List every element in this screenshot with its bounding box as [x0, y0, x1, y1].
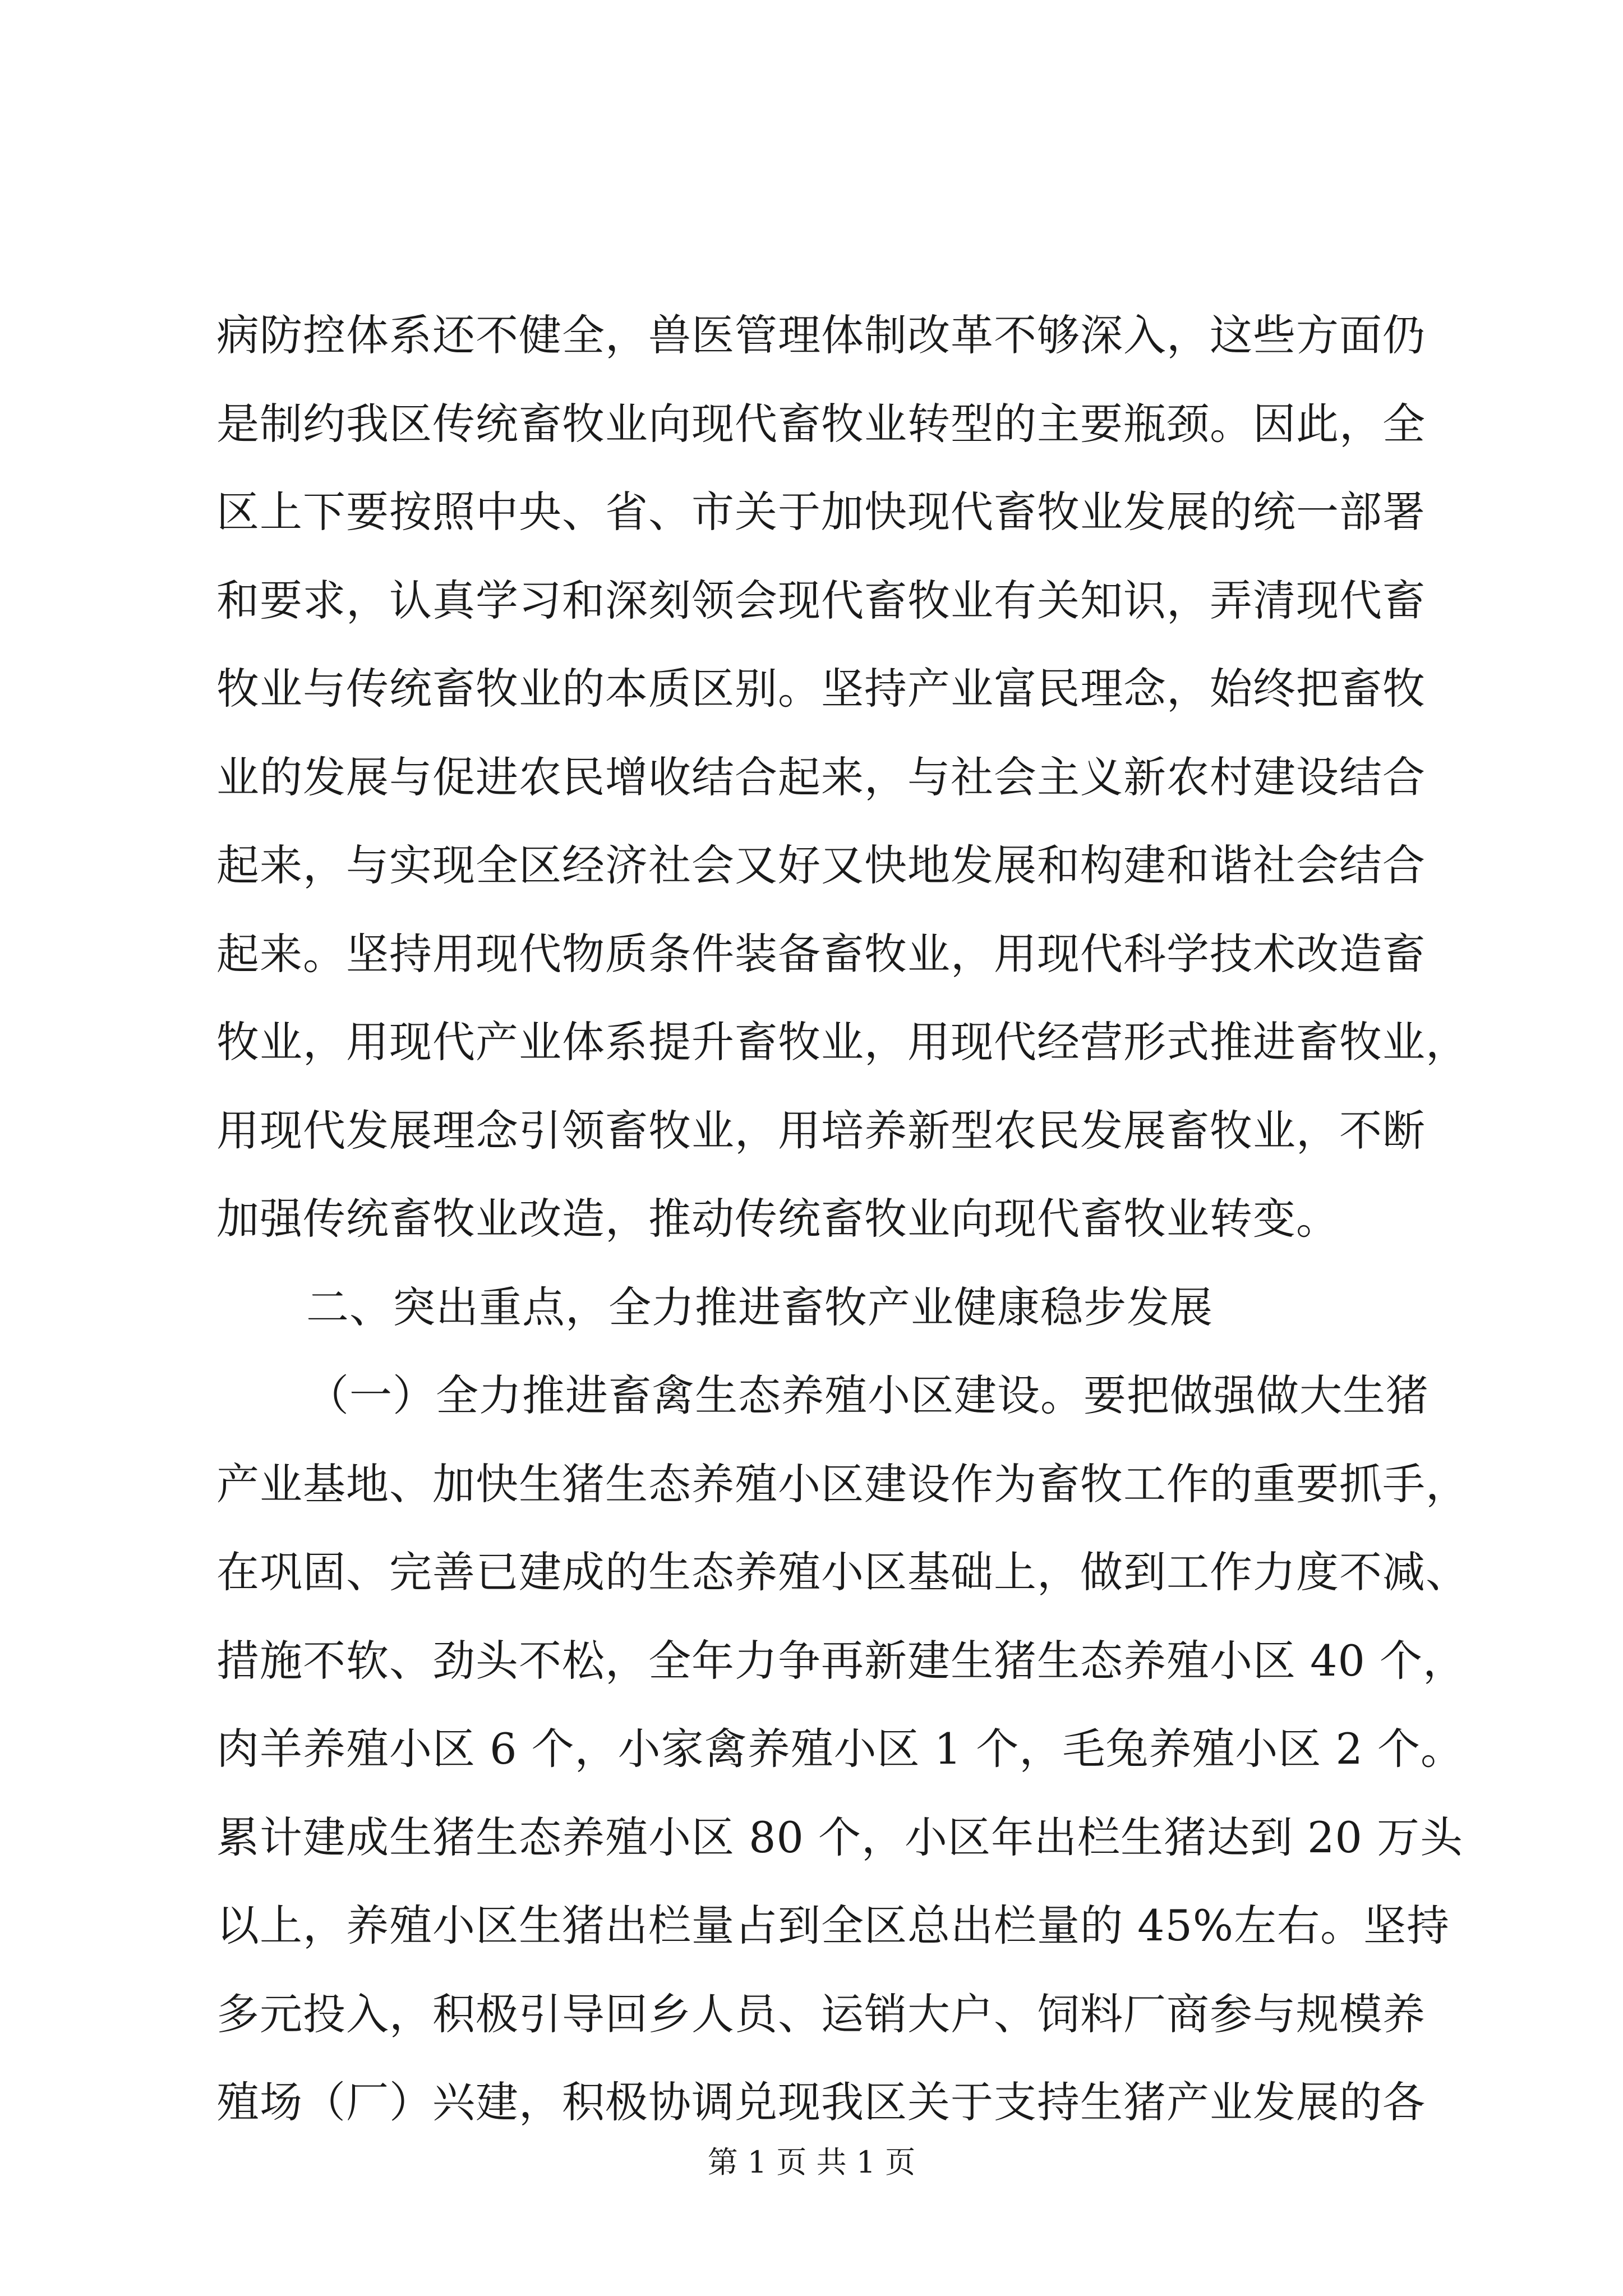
text-line: 以上，养殖小区生猪出栏量占到全区总出栏量的 45%左右。坚持 [216, 1901, 1450, 1950]
text-line: 起来，与实现全区经济社会又好又快地发展和构建和谐社会结合 [216, 840, 1426, 890]
text-line: 用现代发展理念引领畜牧业，用培养新型农民发展畜牧业，不断 [216, 1106, 1426, 1156]
section-heading: 二、突出重点，全力推进畜牧产业健康稳步发展 [306, 1282, 1213, 1332]
page-number-label: 第 1 页 共 1 页 [707, 2145, 916, 2180]
text-line: 牧业与传统畜牧业的本质区别。坚持产业富民理念，始终把畜牧 [216, 664, 1426, 714]
text-line: 在巩固、完善已建成的生态养殖小区基础上，做到工作力度不减、 [216, 1547, 1469, 1597]
text-line: 措施不软、劲头不松，全年力争再新建生猪生态养殖小区 40 个， [216, 1636, 1467, 1686]
text-line: 肉羊养殖小区 6 个，小家禽养殖小区 1 个，毛兔养殖小区 2 个。 [216, 1724, 1464, 1774]
text-line: 病防控体系还不健全，兽医管理体制改革不够深入，这些方面仍 [216, 310, 1426, 360]
text-line: 起来。坚持用现代物质条件装备畜牧业，用现代科学技术改造畜 [216, 929, 1426, 979]
text-line: 和要求，认真学习和深刻领会现代畜牧业有关知识，弄清现代畜 [216, 576, 1426, 625]
text-line: 牧业，用现代产业体系提升畜牧业，用现代经营形式推进畜牧业， [216, 1017, 1469, 1067]
subsection-heading-line: （一）全力推进畜禽生态养殖小区建设。要把做强做大生猪 [306, 1370, 1429, 1420]
text-line: 业的发展与促进农民增收结合起来，与社会主义新农村建设结合 [216, 752, 1426, 802]
text-line: 殖场（厂）兴建，积极协调兑现我区关于支持生猪产业发展的各 [216, 2077, 1426, 2127]
text-line: 多元投入，积极引导回乡人员、运销大户、饲料厂商参与规模养 [216, 1989, 1426, 2039]
text-line: 产业基地、加快生猪生态养殖小区建设作为畜牧工作的重要抓手， [216, 1459, 1469, 1509]
text-line: 加强传统畜牧业改造，推动传统畜牧业向现代畜牧业转变。 [216, 1194, 1339, 1244]
text-line: 累计建成生猪生态养殖小区 80 个，小区年出栏生猪达到 20 万头 [216, 1812, 1464, 1862]
page-footer [0, 2140, 1623, 2185]
text-line: 是制约我区传统畜牧业向现代畜牧业转型的主要瓶颈。因此，全 [216, 399, 1426, 449]
text-line: 区上下要按照中央、省、市关于加快现代畜牧业发展的统一部署 [216, 487, 1426, 537]
